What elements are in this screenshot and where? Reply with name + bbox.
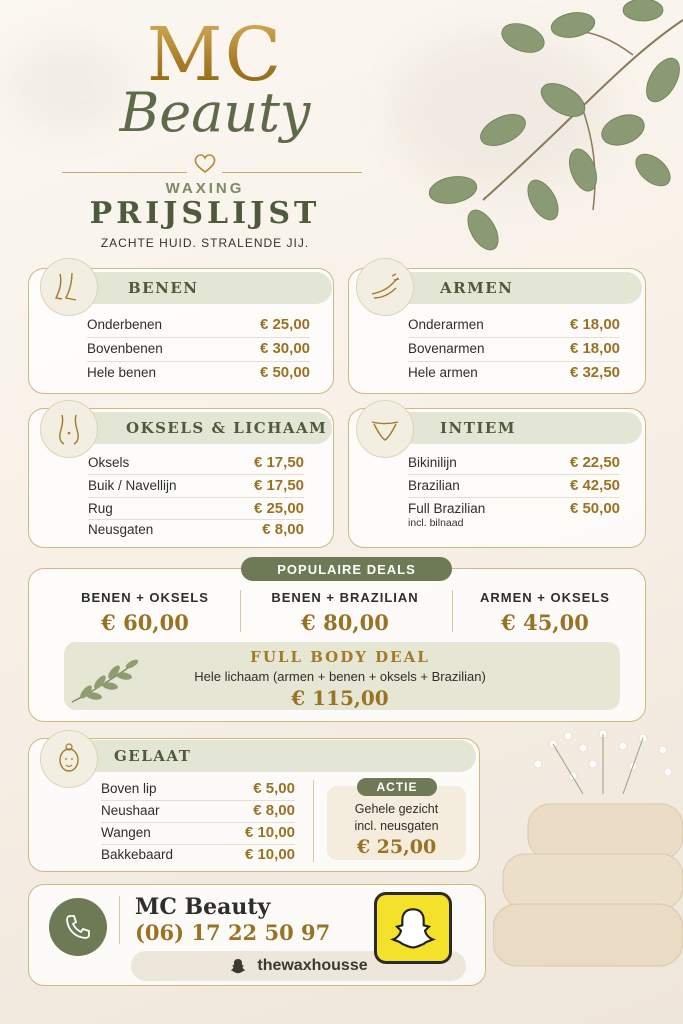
price-row (101, 802, 295, 819)
snapchat-username: thewaxhousse (257, 957, 368, 974)
logo-mc: MC (60, 18, 370, 92)
full-body-title: FULL BODY DEAL (250, 648, 430, 666)
gelaat-header (70, 740, 476, 772)
item-price: € 50,00 (569, 500, 620, 517)
tagline: ZACHTE HUID. STRALENDE JIJ. (100, 236, 310, 250)
item-name: Bovenbenen (87, 341, 163, 356)
item-price: € 17,50 (253, 477, 304, 494)
price-row (88, 521, 304, 538)
snapchat-ghost-icon (389, 904, 437, 952)
row-divider (101, 800, 295, 801)
price-row (408, 500, 620, 517)
item-name: Hele benen (87, 365, 157, 380)
bikini-icon (356, 400, 414, 458)
item-price: € 50,00 (259, 364, 310, 381)
price-row (101, 824, 295, 841)
oksels-header (70, 412, 332, 444)
benen-title: BENEN (128, 279, 199, 297)
price-row (408, 316, 620, 333)
item-price: € 25,00 (253, 500, 304, 517)
item-price: € 18,00 (569, 340, 620, 357)
benen-header (70, 272, 332, 304)
item-name: Brazilian (408, 478, 460, 493)
price-row (408, 477, 620, 494)
actie-line-1: Gehele gezicht (354, 802, 439, 816)
item-price: € 5,00 (253, 780, 295, 797)
item-name: Wangen (101, 825, 151, 840)
deal-name: BENEN + OKSELS (81, 590, 209, 605)
item-name: Bakkebaard (101, 847, 174, 862)
deal-name: ARMEN + OKSELS (480, 590, 610, 605)
item-price: € 18,00 (569, 316, 620, 333)
gelaat-separator (313, 780, 314, 862)
item-price: € 25,00 (259, 316, 310, 333)
deal-price: € 45,00 (501, 610, 589, 635)
item-name: Hele armen (408, 365, 478, 380)
item-name: Rug (88, 501, 113, 516)
item-price: € 8,00 (253, 802, 295, 819)
actie-line-2: incl. neusgaten (354, 819, 439, 833)
service-label: WAXING (165, 180, 245, 197)
row-divider (408, 497, 620, 498)
price-row (101, 780, 295, 797)
oksels-title: OKSELS & LICHAAM (126, 419, 328, 437)
logo-beauty: Beauty (119, 81, 311, 144)
item-price: € 30,00 (259, 340, 310, 357)
deal-price: € 80,00 (301, 610, 389, 635)
price-row (88, 477, 304, 494)
price-row (87, 340, 310, 357)
intiem-header (390, 412, 642, 444)
heart-icon (193, 152, 217, 174)
row-divider (87, 361, 310, 362)
price-row (408, 364, 620, 381)
actie-badge: ACTIE (357, 778, 437, 796)
item-name: Bovenarmen (408, 341, 485, 356)
eucalyptus-branch-decoration (423, 0, 683, 260)
item-price: € 17,50 (253, 454, 304, 471)
header-divider (62, 172, 187, 173)
item-name: Buik / Navellijn (88, 478, 177, 493)
item-price: € 10,00 (244, 846, 295, 863)
item-price: € 42,50 (569, 477, 620, 494)
item-name: Neushaar (101, 803, 160, 818)
price-row (408, 340, 620, 357)
item-name: Bikinilijn (408, 455, 457, 470)
price-row (101, 846, 295, 863)
actie-price: € 25,00 (356, 836, 437, 858)
item-name: Neusgaten (88, 522, 154, 537)
body-icon (40, 400, 98, 458)
item-name: Onderbenen (87, 317, 163, 332)
row-divider (101, 844, 295, 845)
leaf-sprig-icon (66, 652, 140, 708)
row-divider (408, 337, 620, 338)
gelaat-title: GELAAT (114, 747, 192, 765)
deal-item (250, 590, 440, 635)
deals-label: POPULAIRE DEALS (241, 557, 452, 581)
price-row (88, 500, 304, 517)
row-divider (88, 474, 304, 475)
legs-icon (40, 258, 98, 316)
row-divider (88, 519, 304, 520)
deal-item (60, 590, 230, 635)
item-price: € 10,00 (244, 824, 295, 841)
towels-flowers-decoration (493, 724, 683, 984)
full-body-desc: Hele lichaam (armen + benen + oksels + Brazilian) (194, 669, 486, 684)
item-name: Onderarmen (408, 317, 484, 332)
phone-icon[interactable] (49, 898, 107, 956)
deal-price: € 60,00 (101, 610, 189, 635)
header-divider (222, 172, 362, 173)
business-name: MC Beauty (135, 894, 271, 920)
deal-separator (240, 590, 241, 632)
snapcode[interactable] (374, 892, 452, 964)
intiem-title: INTIEM (440, 419, 516, 437)
price-row (87, 364, 310, 381)
full-body-price: € 115,00 (291, 686, 389, 710)
row-divider (408, 474, 620, 475)
armen-header (390, 272, 642, 304)
row-divider (87, 337, 310, 338)
item-name: Boven lip (101, 781, 157, 796)
deal-item (462, 590, 628, 635)
row-divider (101, 822, 295, 823)
deal-name: BENEN + BRAZILIAN (271, 590, 419, 605)
price-row (408, 454, 620, 471)
item-price: € 22,50 (569, 454, 620, 471)
row-divider (408, 361, 620, 362)
deal-separator (452, 590, 453, 632)
row-divider (88, 497, 304, 498)
armen-title: ARMEN (440, 279, 514, 297)
item-note: incl. bilnaad (408, 517, 464, 529)
snapchat-ghost-icon (229, 957, 247, 975)
contact-separator (119, 896, 120, 944)
item-price: € 32,50 (569, 364, 620, 381)
phone-number[interactable]: (06) 17 22 50 97 (135, 920, 331, 945)
item-name: Oksels (88, 455, 130, 470)
price-row (87, 316, 310, 333)
page-title: PRIJSLIJST (89, 196, 321, 231)
price-row (88, 454, 304, 471)
item-name: Full Brazilian (408, 501, 486, 516)
face-icon (40, 730, 98, 788)
arm-icon (356, 258, 414, 316)
item-price: € 8,00 (262, 521, 304, 538)
